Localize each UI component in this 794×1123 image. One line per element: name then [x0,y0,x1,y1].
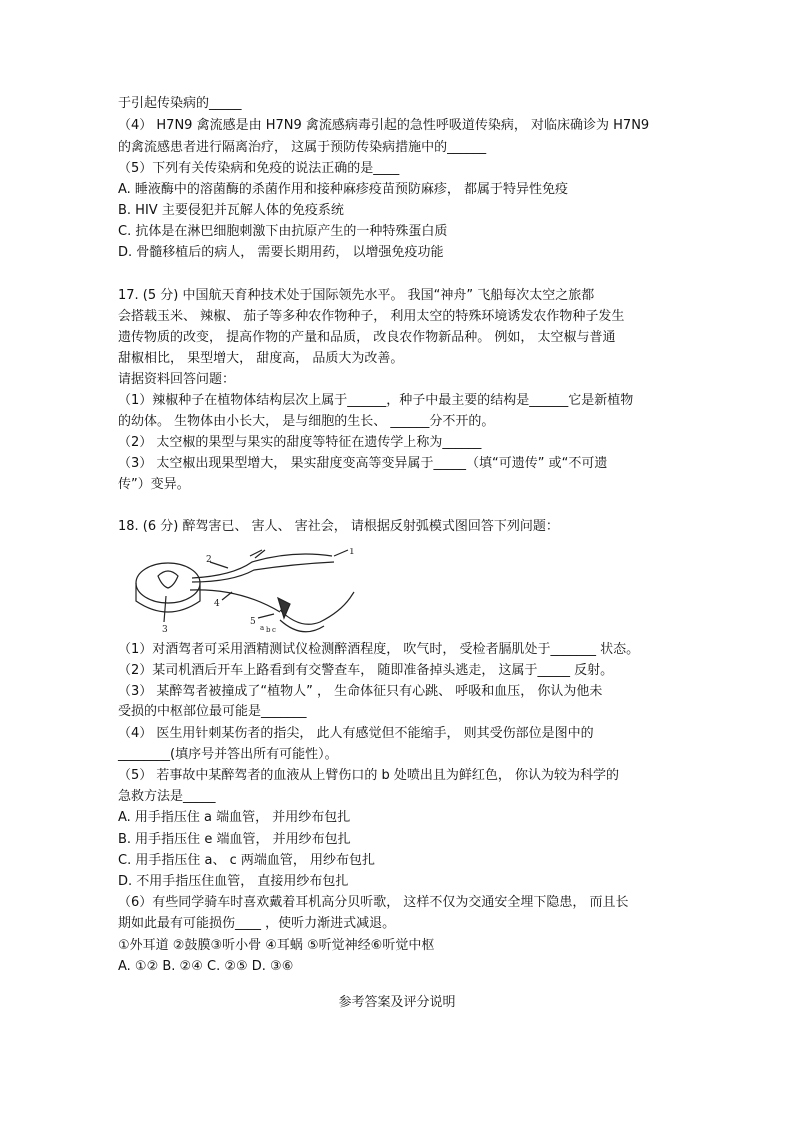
text-line: 受损的中枢部位最可能是_______ [118,704,307,719]
label-1: 1 [349,548,355,557]
spinal-cord-section [136,563,200,603]
text-line: ________(填序号并答出所有可能性）。 [118,747,338,762]
option-b: B. HIV 主要侵犯并瓦解人体的免疫系统 [118,203,344,218]
question-17-heading: 17. (5 分) 中国航天育种技术处于国际领先水平。 我国“神舟” 飞船每次太空之旅都 [118,288,595,303]
question-18-3: （3） 某醉驾者被撞成了“植物人” ， 生命体征只有心跳、 呼吸和血压， 你认为他未 [118,684,603,699]
option-c: C. 抗体是在淋巴细胞刺激下由抗原产生的一种特殊蛋白质 [118,224,448,239]
label-3: 3 [162,625,168,633]
ear-parts-list: ①外耳道 ②鼓膜③听小骨 ④耳蜗 ⑤听觉神经⑥听觉中枢 [118,938,435,953]
reflex-arc-diagram [130,548,360,633]
motor-nerve [190,590,280,612]
text-line: 的禽流感患者进行隔离治疗， 这属于预防传染病措施中的______ [118,140,487,155]
question-17-3: （3） 太空椒出现果型增大， 果实甜度变高等变异属于_____（填“可遗传” 或“不可遗 [118,456,608,471]
text-line: 的幼体。 生物体由小长大， 是与细胞的生长、 ______分不开的。 [118,414,495,429]
question-18-heading: 18. (6 分) 醉驾害已、 害人、 害社会， 请根据反射弧模式图回答下列问题： [118,519,559,534]
question-18-4: （4） 医生用针刺某伤者的指尖， 此人有感觉但不能缩手， 则其受伤部位是图中的 [118,726,594,741]
text-line: 传”）变异。 [118,477,190,492]
option-a: A. 用手指压住 a 端血管， 并用纱布包扎 [118,810,351,825]
option-c: C. 用手指压住 a、 c 两端血管， 用纱布包扎 [118,853,375,868]
question-18-1: （1）对酒驾者可采用酒精测试仪检测醉酒程度， 吹气时， 受检者膈肌处于_______ 状态。 [118,642,640,657]
text-line: 遗传物质的改变， 提高作物的产量和品质， 改良农作物新品种。 例如， 太空椒与普通 [118,330,616,345]
label-c: c [272,626,276,633]
label-b: b [266,626,271,633]
text-line: 于引起传染病的_____ [118,96,242,111]
label-5: 5 [250,617,256,627]
label-2: 2 [206,555,212,565]
question-18-5: （5） 若事故中某醉驾者的血液从上臂伤口的 b 处喷出且为鲜红色， 你认为较为科学的 [118,768,620,783]
text-line: 期如此最有可能损伤____ ，使听力渐进式减退。 [118,916,396,931]
sensory-nerve [192,554,332,578]
text-line: 会搭载玉米、 辣椒、 茄子等多种农作物种子， 利用太空的特殊环境诱发农作物种子发生 [118,309,625,324]
question-17-2: （2） 太空椒的果型与果实的甜度等特征在遗传学上称为______ [118,435,482,450]
label-4: 4 [214,599,220,609]
text-line: 甜椒相比， 果型增大， 甜度高， 品质大为改善。 [118,351,404,366]
question-16-5: （5）下列有关传染病和免疫的说法正确的是____ [118,161,400,176]
option-b: B. 用手指压住 e 端血管， 并用纱布包扎 [118,832,351,847]
question-18-6: （6）有些同学骑车时喜欢戴着耳机高分贝听歌， 这样不仅为交通安全埋下隐患， 而且长 [118,895,629,910]
option-d: D. 骨髓移植后的病人， 需要长期用药， 以增强免疫功能 [118,245,444,260]
text-line: 请据资料回答问题： [118,372,236,387]
arm [280,592,354,624]
question-18-2: （2）某司机酒后开车上路看到有交警查车， 随即准备掉头逃走， 这属于_____ 反射。 [118,663,614,678]
question-17-1: （1）辣椒种子在植物体结构层次上属于______，种子中最主要的结构是______它是新植物 [118,393,634,408]
label-a: a [260,624,265,632]
text-line: 急救方法是_____ [118,789,216,804]
footer-heading: 参考答案及评分说明 [338,995,456,1010]
answer-options: A. ①② B. ②④ C. ②⑤ D. ③⑥ [118,959,294,974]
option-a: A. 睡液酶中的溶菌酶的杀菌作用和接种麻疹疫苗预防麻疹， 都属于特异性免疫 [118,182,569,197]
option-d: D. 不用手指压住血管， 直接用纱布包扎 [118,874,349,889]
question-16-4: （4） H7N9 禽流感是由 H7N9 禽流感病毒引起的急性呼吸道传染病， 对临床确诊为 H7N9 [118,118,650,133]
